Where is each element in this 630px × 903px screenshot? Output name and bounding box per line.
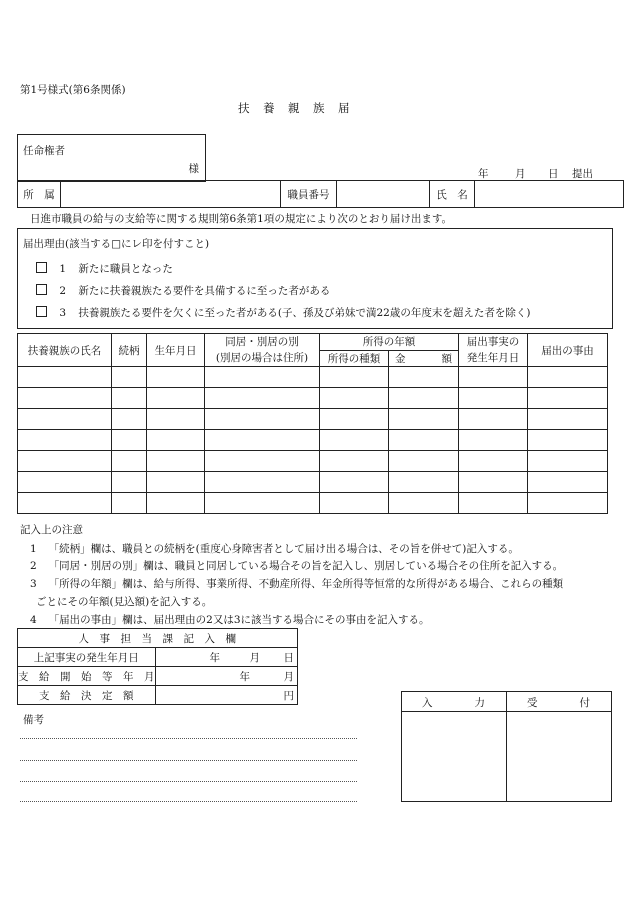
note-item: 2 「同居・別居の別」欄は、職員と同居している場合その旨を記入し、別居している場合その住所を記入する。 [30, 560, 564, 572]
receipt-label: 受 付 [527, 697, 590, 709]
table-cell[interactable] [147, 493, 205, 514]
dept-label: 所 属 [18, 181, 61, 208]
table-cell[interactable] [112, 388, 147, 409]
dependents-table [17, 333, 608, 514]
employee-row [17, 180, 624, 208]
table-cell[interactable] [205, 409, 320, 430]
personnel-label: 支 給 開 始 等 年 月 [18, 667, 156, 686]
table-cell[interactable] [459, 367, 528, 388]
remarks-line[interactable] [20, 738, 357, 739]
table-row [18, 472, 608, 493]
table-cell[interactable] [320, 409, 389, 430]
table-cell[interactable] [147, 430, 205, 451]
table-row [18, 367, 608, 388]
personnel-value[interactable]: 年 月 日 [155, 648, 297, 667]
personnel-value[interactable]: 年 月 [155, 667, 297, 686]
col-name: 扶養親族の氏名 [18, 334, 112, 367]
remarks-line[interactable] [20, 781, 357, 782]
col-reason: 届出の事由 [528, 334, 608, 367]
col-relation: 続柄 [112, 334, 147, 367]
table-cell[interactable] [459, 409, 528, 430]
table-cell[interactable] [18, 430, 112, 451]
dept-field[interactable] [61, 181, 281, 208]
remarks-line[interactable] [20, 801, 357, 802]
personnel-label: 支 給 決 定 額 [18, 686, 156, 705]
table-cell[interactable] [528, 493, 608, 514]
staff-no-label: 職員番号 [281, 181, 337, 208]
form-number: 第1号様式(第6条関係) [20, 84, 126, 96]
honorific: 様 [188, 163, 199, 175]
note-item-continued: ごとにその年額(見込額)を記入する。 [36, 596, 213, 608]
input-label: 入 力 [422, 697, 485, 709]
table-row [18, 451, 608, 472]
table-cell[interactable] [528, 451, 608, 472]
table-cell[interactable] [18, 367, 112, 388]
name-field[interactable] [475, 181, 624, 208]
divider [506, 692, 507, 801]
table-cell[interactable] [459, 388, 528, 409]
table-cell[interactable] [459, 451, 528, 472]
table-cell[interactable] [389, 430, 459, 451]
table-cell[interactable] [389, 388, 459, 409]
checkbox[interactable] [36, 284, 47, 295]
table-cell[interactable] [147, 409, 205, 430]
reason-item[interactable]: 2 新たに扶養親族たる要件を具備するに至った者がある [36, 283, 330, 298]
table-cell[interactable] [389, 367, 459, 388]
table-cell[interactable] [112, 430, 147, 451]
col-birth: 生年月日 [147, 334, 205, 367]
personnel-label: 上記事実の発生年月日 [18, 648, 156, 667]
table-cell[interactable] [205, 451, 320, 472]
table-cell[interactable] [205, 388, 320, 409]
table-cell[interactable] [459, 472, 528, 493]
submit-year: 年 [478, 168, 489, 180]
personnel-table [17, 628, 298, 705]
table-cell[interactable] [320, 451, 389, 472]
note-item: 3 「所得の年額」欄は、給与所得、事業所得、不動産所得、年金所得等恒常的な所得がある場合、これらの種類 [30, 578, 564, 590]
table-cell[interactable] [528, 430, 608, 451]
personnel-header: 人 事 担 当 課 記 入 欄 [18, 629, 298, 648]
notes-header: 記入上の注意 [20, 524, 83, 536]
table-cell[interactable] [18, 493, 112, 514]
table-cell[interactable] [205, 367, 320, 388]
note-item: 1 「続柄」欄は、職員との続柄を(重度心身障害者として届け出る場合は、その旨を併せて)記入する。 [30, 543, 519, 555]
table-cell[interactable] [112, 367, 147, 388]
submit-day: 日 [548, 168, 559, 180]
checkbox[interactable] [36, 262, 47, 273]
table-cell[interactable] [389, 472, 459, 493]
staff-no-field[interactable] [337, 181, 430, 208]
col-income-type: 所得の種類 [320, 350, 389, 367]
appointer-box[interactable] [17, 134, 206, 182]
table-row [18, 430, 608, 451]
submit-month: 月 [515, 168, 526, 180]
note-item: 4 「届出の事由」欄は、届出理由の2又は3に該当する場合にその事由を記入する。 [30, 614, 430, 626]
table-cell[interactable] [147, 472, 205, 493]
table-cell[interactable] [18, 451, 112, 472]
table-cell[interactable] [389, 409, 459, 430]
personnel-value[interactable]: 円 [155, 686, 297, 705]
table-cell[interactable] [459, 493, 528, 514]
table-cell[interactable] [320, 367, 389, 388]
table-cell[interactable] [320, 430, 389, 451]
col-event-date: 届出事実の 発生年月日 [459, 334, 528, 367]
table-cell[interactable] [389, 451, 459, 472]
table-row [18, 409, 608, 430]
reasons-header: 届出理由(該当する□にレ印を付すこと) [23, 238, 210, 250]
appointer-label: 任命権者 [23, 145, 65, 157]
table-cell[interactable] [112, 409, 147, 430]
table-row [18, 388, 608, 409]
table-cell[interactable] [18, 472, 112, 493]
intro-text: 日進市職員の給与の支給等に関する規則第6条第1項の規定により次のとおり届け出ます。 [30, 213, 453, 225]
table-cell[interactable] [528, 409, 608, 430]
checkbox[interactable] [36, 306, 47, 317]
table-cell[interactable] [205, 493, 320, 514]
table-cell[interactable] [528, 367, 608, 388]
table-cell[interactable] [147, 388, 205, 409]
reasons-box [17, 228, 613, 329]
table-cell[interactable] [112, 472, 147, 493]
name-label: 氏 名 [430, 181, 475, 208]
table-cell[interactable] [459, 430, 528, 451]
table-cell[interactable] [205, 430, 320, 451]
remarks-label: 備考 [23, 714, 44, 726]
page-title: 扶 養 親 族 届 [238, 101, 351, 115]
table-cell[interactable] [18, 409, 112, 430]
table-row [18, 493, 608, 514]
reason-item[interactable]: 3 扶養親族たる要件を欠くに至った者がある(子、孫及び弟妹で満22歳の年度末を超えた者を除く) [36, 305, 530, 320]
table-cell[interactable] [389, 493, 459, 514]
table-cell[interactable] [112, 493, 147, 514]
submit-suffix: 提出 [572, 168, 593, 180]
table-cell[interactable] [112, 451, 147, 472]
stamp-box [401, 691, 612, 802]
table-cell[interactable] [320, 472, 389, 493]
col-income-amount: 金 額 [389, 350, 459, 367]
remarks-line[interactable] [20, 760, 357, 761]
table-cell[interactable] [205, 472, 320, 493]
col-cohab: 同居・別居の別 (別居の場合は住所) [205, 334, 320, 367]
reason-item[interactable]: 1 新たに職員となった [36, 261, 173, 276]
table-cell[interactable] [528, 472, 608, 493]
table-cell[interactable] [18, 388, 112, 409]
table-cell[interactable] [147, 367, 205, 388]
table-cell[interactable] [147, 451, 205, 472]
table-cell[interactable] [320, 388, 389, 409]
table-cell[interactable] [528, 388, 608, 409]
table-cell[interactable] [320, 493, 389, 514]
col-income: 所得の年額 [320, 334, 459, 351]
